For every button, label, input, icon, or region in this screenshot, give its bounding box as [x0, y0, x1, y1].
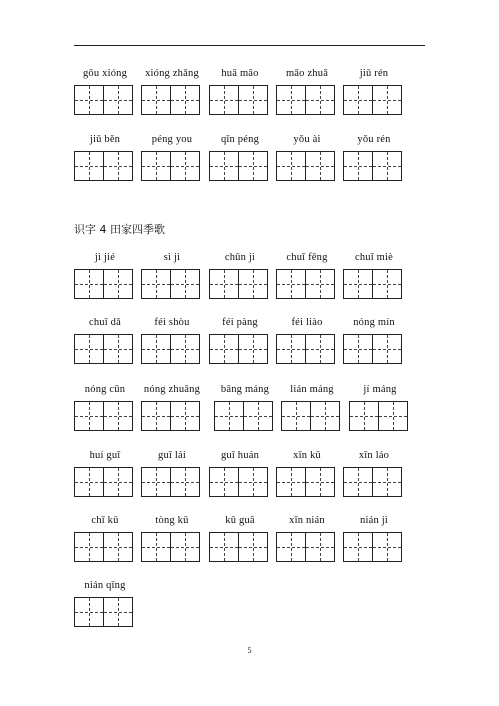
writing-grid — [141, 269, 200, 299]
tian-grid-cell[interactable] — [209, 334, 239, 364]
tian-grid-cell[interactable] — [74, 597, 104, 627]
pinyin-label: féi shòu — [154, 317, 190, 328]
tian-grid-cell[interactable] — [238, 151, 268, 181]
tian-grid-cell[interactable] — [305, 532, 335, 562]
writing-grid — [74, 85, 133, 115]
pinyin-label: nián jì — [360, 515, 388, 526]
tian-grid-cell[interactable] — [372, 269, 402, 299]
word-row-3 — [74, 250, 414, 300]
writing-grid — [281, 401, 340, 431]
pinyin-label: yǒu rén — [357, 134, 391, 145]
tian-grid-cell[interactable] — [209, 269, 239, 299]
writing-grid — [141, 401, 200, 431]
writing-grid — [74, 151, 133, 181]
word-item — [74, 382, 136, 432]
word-item — [74, 132, 136, 182]
page-number: 5 — [247, 646, 252, 655]
pinyin-label: kǔ guā — [225, 515, 255, 526]
pinyin-label: gōu xióng — [82, 68, 128, 79]
writing-grid — [74, 401, 133, 431]
writing-grid — [349, 401, 408, 431]
tian-grid-cell[interactable] — [103, 401, 133, 431]
pinyin-label: qīn péng — [220, 134, 260, 145]
word-item — [141, 382, 203, 432]
tian-grid-cell[interactable] — [343, 467, 373, 497]
word-item — [74, 315, 136, 365]
tian-grid-cell[interactable] — [305, 467, 335, 497]
word-item — [141, 66, 203, 116]
pinyin-label: chūn jì — [224, 252, 256, 263]
tian-grid-cell[interactable] — [209, 85, 239, 115]
writing-grid — [141, 532, 200, 562]
pinyin-label: huā māo — [221, 68, 259, 79]
tian-grid-cell[interactable] — [103, 597, 133, 627]
writing-grid — [141, 467, 200, 497]
tian-grid-cell[interactable] — [349, 401, 379, 431]
tian-grid-cell[interactable] — [103, 334, 133, 364]
word-item — [276, 513, 338, 563]
writing-grid — [276, 269, 335, 299]
tian-grid-cell[interactable] — [170, 334, 200, 364]
word-item — [281, 382, 343, 432]
word-row-7 — [74, 513, 414, 563]
word-item — [141, 132, 203, 182]
tian-grid-cell[interactable] — [74, 467, 104, 497]
pinyin-label: sì jì — [163, 252, 181, 263]
writing-grid — [209, 334, 268, 364]
writing-grid — [343, 151, 402, 181]
word-item — [343, 315, 405, 365]
word-item — [74, 250, 136, 300]
top-rule — [74, 45, 425, 46]
writing-grid — [74, 334, 133, 364]
pinyin-label: māo zhuǎ — [285, 68, 329, 79]
tian-grid-cell[interactable] — [343, 85, 373, 115]
word-item — [209, 66, 271, 116]
tian-grid-cell[interactable] — [276, 85, 306, 115]
tian-grid-cell[interactable] — [170, 151, 200, 181]
word-item — [209, 315, 271, 365]
tian-grid-cell[interactable] — [372, 334, 402, 364]
pinyin-label: chuī dǎ — [88, 317, 121, 328]
tian-grid-cell[interactable] — [305, 269, 335, 299]
tian-grid-cell[interactable] — [170, 467, 200, 497]
tian-grid-cell[interactable] — [103, 532, 133, 562]
pinyin-label: nóng mín — [353, 317, 395, 328]
tian-grid-cell[interactable] — [209, 467, 239, 497]
writing-grid — [276, 334, 335, 364]
pinyin-label: nóng cūn — [84, 384, 126, 395]
tian-grid-cell[interactable] — [372, 467, 402, 497]
tian-grid-cell[interactable] — [141, 467, 171, 497]
tian-grid-cell[interactable] — [141, 532, 171, 562]
pinyin-label: xióng zhǎng — [145, 68, 199, 79]
writing-grid — [141, 334, 200, 364]
tian-grid-cell[interactable] — [305, 151, 335, 181]
tian-grid-cell[interactable] — [141, 334, 171, 364]
writing-grid — [214, 401, 273, 431]
tian-grid-cell[interactable] — [141, 269, 171, 299]
word-item — [343, 513, 405, 563]
tian-grid-cell[interactable] — [74, 532, 104, 562]
word-row-2 — [74, 132, 414, 182]
word-row-8 — [74, 578, 414, 628]
tian-grid-cell[interactable] — [310, 401, 340, 431]
tian-grid-cell[interactable] — [103, 151, 133, 181]
word-row-6 — [74, 448, 414, 498]
word-item — [276, 66, 338, 116]
writing-grid — [276, 151, 335, 181]
writing-grid — [209, 151, 268, 181]
word-item — [343, 250, 405, 300]
word-row-1 — [74, 66, 414, 116]
pinyin-label: xīn kǔ — [293, 450, 321, 461]
pinyin-label: yǒu ài — [293, 134, 321, 145]
section-title: 识字 4 田家四季歌 — [74, 223, 165, 236]
pinyin-label: guī lái — [158, 450, 186, 461]
tian-grid-cell[interactable] — [141, 151, 171, 181]
tian-grid-cell[interactable] — [74, 85, 104, 115]
word-item — [209, 513, 271, 563]
tian-grid-cell[interactable] — [74, 401, 104, 431]
tian-grid-cell[interactable] — [238, 269, 268, 299]
tian-grid-cell[interactable] — [238, 334, 268, 364]
pinyin-label: tòng kǔ — [155, 515, 189, 526]
word-item — [209, 132, 271, 182]
tian-grid-cell[interactable] — [103, 269, 133, 299]
pinyin-label: bāng máng — [220, 384, 270, 395]
writing-grid — [74, 532, 133, 562]
tian-grid-cell[interactable] — [74, 269, 104, 299]
word-item — [214, 382, 276, 432]
tian-grid-cell[interactable] — [372, 151, 402, 181]
writing-grid — [276, 532, 335, 562]
pinyin-label: féi pàng — [222, 317, 258, 328]
tian-grid-cell[interactable] — [343, 269, 373, 299]
word-item — [141, 513, 203, 563]
tian-grid-cell[interactable] — [372, 532, 402, 562]
word-item — [209, 250, 271, 300]
writing-grid — [343, 467, 402, 497]
writing-grid — [141, 151, 200, 181]
pinyin-label: féi liào — [291, 317, 323, 328]
word-item — [141, 448, 203, 498]
word-item — [343, 132, 405, 182]
writing-grid — [343, 334, 402, 364]
tian-grid-cell[interactable] — [281, 401, 311, 431]
tian-grid-cell[interactable] — [170, 269, 200, 299]
tian-grid-cell[interactable] — [214, 401, 244, 431]
pinyin-label: péng you — [151, 134, 193, 145]
tian-grid-cell[interactable] — [305, 85, 335, 115]
writing-grid — [74, 597, 133, 627]
writing-grid — [209, 532, 268, 562]
tian-grid-cell[interactable] — [170, 85, 200, 115]
pinyin-label: huí guī — [89, 450, 121, 461]
pinyin-label: jiǔ běn — [89, 134, 121, 145]
word-item — [74, 448, 136, 498]
tian-grid-cell[interactable] — [74, 151, 104, 181]
word-item — [343, 66, 405, 116]
word-item — [141, 250, 203, 300]
writing-grid — [74, 269, 133, 299]
word-row-5 — [74, 382, 414, 432]
writing-grid — [343, 85, 402, 115]
pinyin-label: nóng zhuāng — [143, 384, 201, 395]
tian-grid-cell[interactable] — [276, 467, 306, 497]
tian-grid-cell[interactable] — [103, 467, 133, 497]
word-item — [74, 66, 136, 116]
pinyin-label: xīn láo — [358, 450, 390, 461]
tian-grid-cell[interactable] — [343, 334, 373, 364]
tian-grid-cell[interactable] — [378, 401, 408, 431]
writing-grid — [276, 467, 335, 497]
pinyin-label: jiǔ rén — [359, 68, 389, 79]
tian-grid-cell[interactable] — [238, 467, 268, 497]
tian-grid-cell[interactable] — [343, 151, 373, 181]
tian-grid-cell[interactable] — [170, 401, 200, 431]
tian-grid-cell[interactable] — [170, 532, 200, 562]
writing-grid — [141, 85, 200, 115]
word-item — [209, 448, 271, 498]
writing-grid — [209, 269, 268, 299]
tian-grid-cell[interactable] — [238, 532, 268, 562]
word-item — [276, 448, 338, 498]
tian-grid-cell[interactable] — [243, 401, 273, 431]
pinyin-label: nián qīng — [84, 580, 126, 591]
writing-grid — [276, 85, 335, 115]
pinyin-label: jì jié — [94, 252, 116, 263]
word-item — [74, 513, 136, 563]
tian-grid-cell[interactable] — [209, 532, 239, 562]
tian-grid-cell[interactable] — [238, 85, 268, 115]
word-item — [276, 132, 338, 182]
tian-grid-cell[interactable] — [141, 401, 171, 431]
word-item — [349, 382, 411, 432]
pinyin-label: lián máng — [290, 384, 334, 395]
pinyin-label: chuī fēng — [286, 252, 328, 263]
pinyin-label: chī kǔ — [91, 515, 119, 526]
writing-grid — [209, 85, 268, 115]
writing-grid — [343, 532, 402, 562]
word-item — [276, 250, 338, 300]
tian-grid-cell[interactable] — [276, 151, 306, 181]
tian-grid-cell[interactable] — [276, 532, 306, 562]
tian-grid-cell[interactable] — [305, 334, 335, 364]
tian-grid-cell[interactable] — [276, 334, 306, 364]
writing-grid — [74, 467, 133, 497]
tian-grid-cell[interactable] — [372, 85, 402, 115]
tian-grid-cell[interactable] — [209, 151, 239, 181]
tian-grid-cell[interactable] — [343, 532, 373, 562]
word-item — [74, 578, 136, 628]
word-item — [276, 315, 338, 365]
writing-grid — [343, 269, 402, 299]
tian-grid-cell[interactable] — [141, 85, 171, 115]
pinyin-label: jí máng — [363, 384, 397, 395]
tian-grid-cell[interactable] — [103, 85, 133, 115]
word-item — [343, 448, 405, 498]
pinyin-label: guī huán — [220, 450, 260, 461]
writing-grid — [209, 467, 268, 497]
tian-grid-cell[interactable] — [276, 269, 306, 299]
pinyin-label: chuī miè — [354, 252, 394, 263]
pinyin-label: xīn nián — [289, 515, 325, 526]
word-row-4 — [74, 315, 414, 365]
word-item — [141, 315, 203, 365]
tian-grid-cell[interactable] — [74, 334, 104, 364]
